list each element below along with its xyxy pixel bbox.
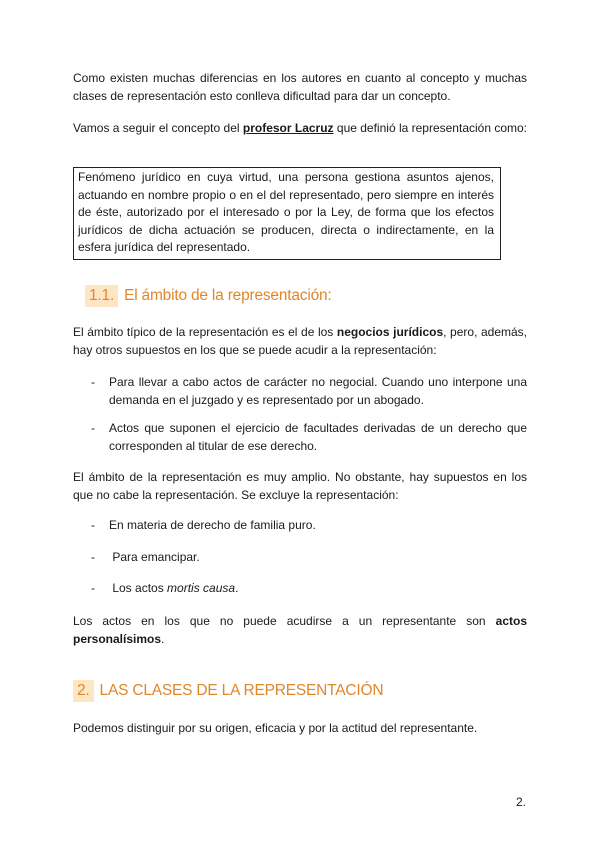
list-item-text: Actos que suponen el ejercicio de facultades derivadas de un derecho que corresponden al titular de ese derecho.: [109, 421, 527, 453]
list-item: [91, 420, 527, 455]
section-heading-1-1: [85, 285, 332, 307]
personal-acts-bold-term: actos personalísimos: [73, 614, 527, 646]
personal-acts-paragraph: [73, 613, 527, 648]
list-dash: -: [91, 421, 95, 435]
intro-paragraph: Como existen muchas diferencias en los autores en cuanto al concepto y muchas clases de representación esto conlleva dificultad para dar un concepto.: [73, 71, 527, 103]
list-item-text: Para emancipar.: [109, 550, 200, 564]
definition-quote-box: Fenómeno jurídico en cuya virtud, una persona gestiona asuntos ajenos, actuando en nombre propio o en el del representado, pero siempre en interés de éste, autorizado por el interesado o por la Ley, de forma que los efectos jurídicos de dicha actuación se producen, directa o indirectamente, en la esfera jurídica del representado.: [73, 167, 501, 260]
list-item-text: En materia de derecho de familia puro.: [109, 518, 316, 532]
concept-intro-text-end: que definió la representación como:: [333, 121, 528, 135]
section-title: El ámbito de la representación:: [124, 287, 332, 304]
classes-paragraph: Podemos distinguir por su origen, eficacia y por la actitud del representante.: [73, 721, 478, 735]
scope-text: El ámbito típico de la representación es el de los: [73, 325, 337, 339]
list-item: [91, 374, 527, 409]
list-dash: -: [91, 518, 95, 532]
section-number: 1.1.: [85, 285, 118, 307]
scope-bold-term: negocios jurídicos: [336, 325, 444, 339]
section-title: LAS CLASES DE LA REPRESENTACIÓN: [99, 682, 384, 699]
list-item-text: Para llevar a cabo actos de carácter no negocial. Cuando uno interpone una demanda en el juzgado y es representado por un abogado.: [109, 375, 527, 407]
list-dash: -: [91, 375, 95, 389]
scope-paragraph: [73, 324, 527, 359]
concept-intro-paragraph: [73, 120, 527, 138]
author-name: profesor Lacruz: [242, 121, 334, 135]
list-item: [91, 580, 527, 598]
exclusion-paragraph: El ámbito de la representación es muy amplio. No obstante, hay supuestos en los que no cabe la representación. Se excluye la representación:: [73, 470, 527, 502]
list-dash: -: [91, 581, 95, 595]
personal-acts-text-end: .: [161, 631, 165, 646]
concept-intro-text: Vamos a seguir el concepto del: [73, 121, 243, 135]
section-number: 2.: [73, 680, 94, 702]
list-item: [91, 549, 527, 567]
scope-text-end: , pero, además, hay otros supuestos en los que se puede acudir a la representación:: [73, 325, 527, 357]
list-item: [91, 517, 527, 535]
personal-acts-text: Los actos en los que no puede acudirse a un representante son: [73, 614, 496, 628]
page-number: 2.: [516, 795, 527, 809]
list-item-text: [109, 580, 527, 598]
list-item-text-end: .: [235, 581, 239, 595]
latin-term: mortis causa: [167, 581, 236, 595]
section-heading-2: [73, 680, 383, 702]
list-dash: -: [91, 550, 95, 564]
list-item-text-start: Los actos: [109, 581, 168, 595]
